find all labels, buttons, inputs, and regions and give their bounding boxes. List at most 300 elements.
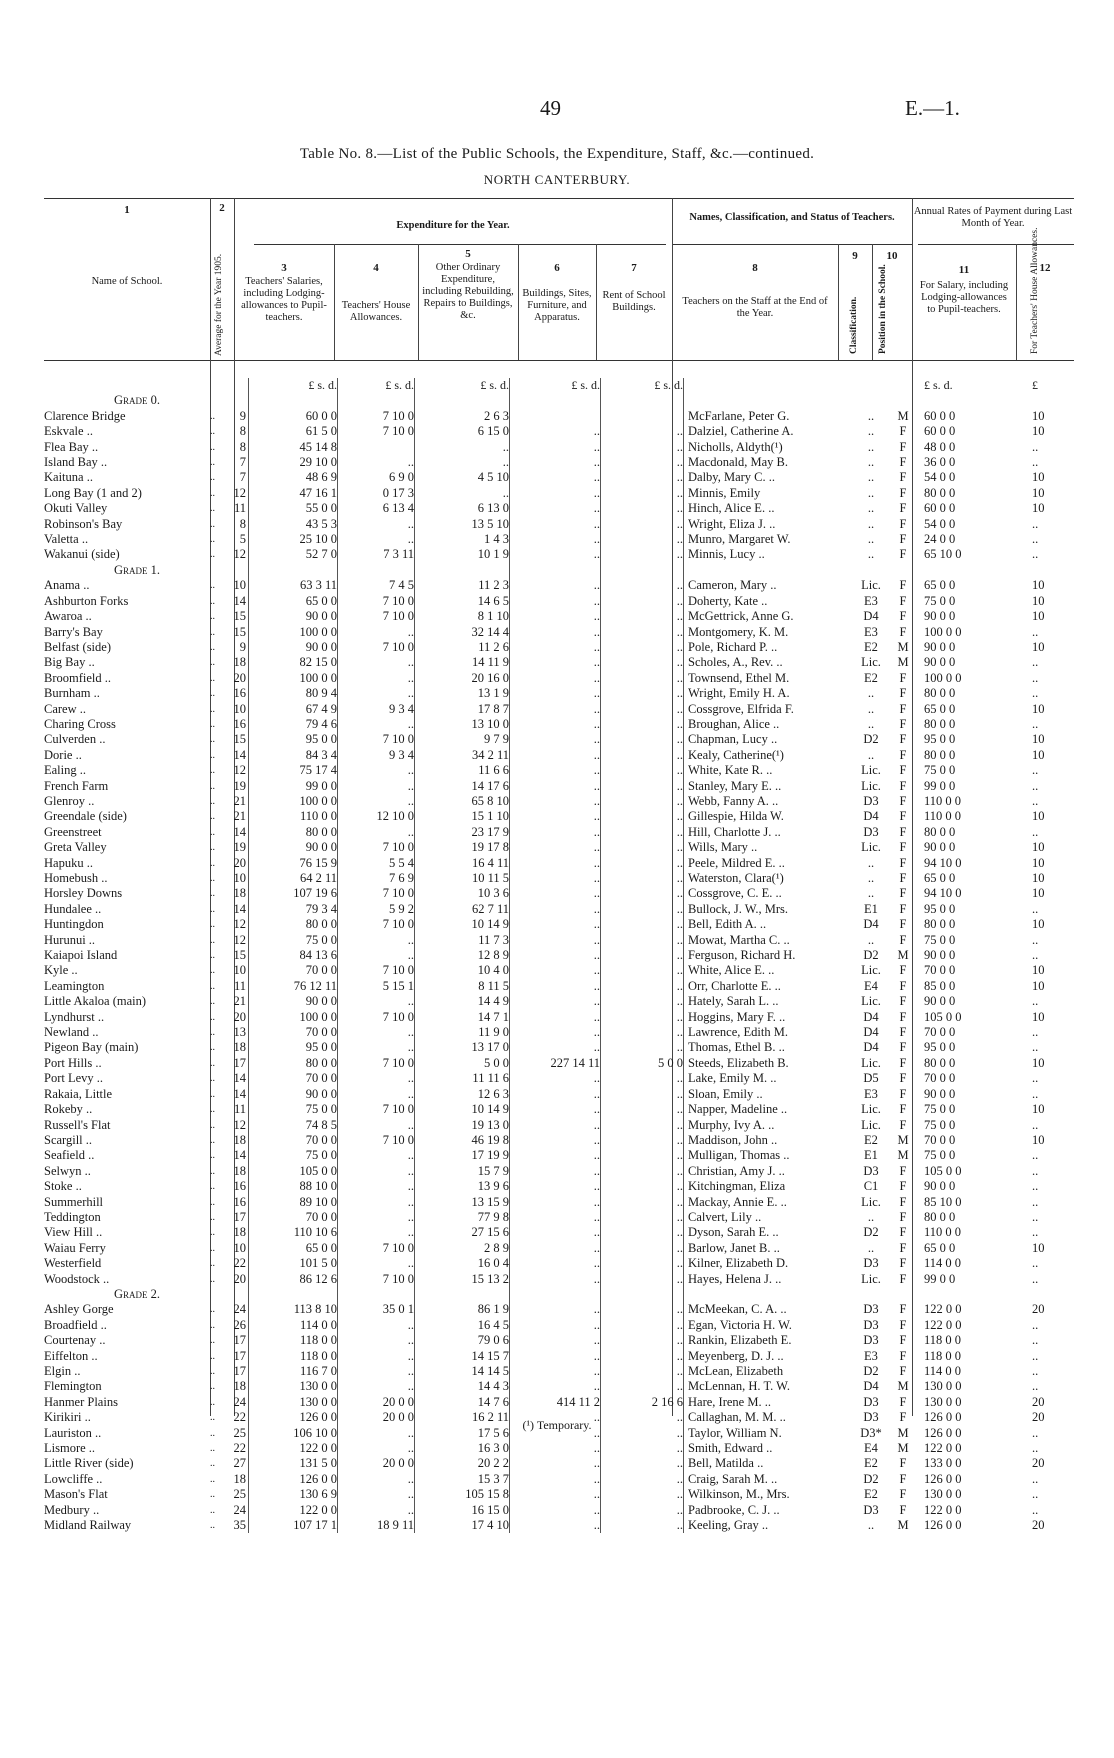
leader-dots: .. xyxy=(210,626,215,638)
buildings-sites: .. xyxy=(510,609,601,624)
table-row xyxy=(44,763,1090,778)
school-name: Leamington xyxy=(44,978,105,993)
classification: D2 xyxy=(863,1471,879,1486)
house-allowances: 20 0 0 xyxy=(338,1456,415,1471)
table-row xyxy=(44,794,1090,809)
teachers-salaries: 79 3 4 xyxy=(249,902,338,917)
leader-dots: .. xyxy=(210,1504,215,1516)
classification: D3 xyxy=(863,793,879,808)
rent: .. xyxy=(601,655,684,670)
buildings-sites: .. xyxy=(510,594,601,609)
average-attendance: 9 xyxy=(226,409,249,424)
school-name: Midland Railway xyxy=(44,1518,132,1533)
rent: .. xyxy=(601,1503,684,1518)
table-row xyxy=(44,1148,1090,1163)
salary-rate: 94 10 0 xyxy=(924,886,962,901)
rent: .. xyxy=(601,578,684,593)
salary-rate: 60 0 0 xyxy=(924,408,956,423)
house-allowances: 7 10 0 xyxy=(338,1102,415,1117)
teacher-name: Mackay, Annie E. .. xyxy=(688,1194,787,1209)
teachers-salaries: 45 14 8 xyxy=(249,440,338,455)
position: F xyxy=(899,855,907,870)
salary-rate: 80 0 0 xyxy=(924,485,956,500)
house-allowance-rate: 10 xyxy=(1032,732,1045,747)
other-expenditure: 20 2 2 xyxy=(415,1456,510,1471)
teacher-name: Gillespie, Hilda W. xyxy=(688,809,784,824)
teacher-name: Hare, Irene M. .. xyxy=(688,1394,771,1409)
average-attendance: 18 xyxy=(226,1225,249,1240)
table-row xyxy=(44,1040,1090,1055)
house-allowance-rate: .. xyxy=(1032,778,1039,793)
classification: C1 xyxy=(863,1179,879,1194)
table-row xyxy=(44,1133,1090,1148)
teacher-name: Bell, Edith A. .. xyxy=(688,917,767,932)
house-allowances: 7 4 5 xyxy=(338,578,415,593)
buildings-sites: .. xyxy=(510,671,601,686)
school-name: Carew .. xyxy=(44,701,86,716)
house-allowance-rate: .. xyxy=(1032,1148,1039,1163)
buildings-sites: .. xyxy=(510,1379,601,1394)
house-allowances: .. xyxy=(338,1441,415,1456)
house-allowance-rate: 10 xyxy=(1032,871,1045,885)
school-name: Belfast (side) xyxy=(44,639,111,654)
average-attendance: 21 xyxy=(226,809,249,824)
salary-rate: 126 0 0 xyxy=(924,1471,962,1486)
house-allowance-rate: 10 xyxy=(1032,747,1045,762)
other-expenditure: 10 11 5 xyxy=(415,871,510,886)
classification: .. xyxy=(867,1240,875,1255)
school-name: Kaiapoi Island xyxy=(44,948,118,963)
expenditure-rule xyxy=(254,244,666,245)
other-expenditure: 13 5 10 xyxy=(415,517,510,532)
house-allowance-rate: 10 xyxy=(1032,485,1045,500)
position: F xyxy=(899,1502,907,1517)
other-expenditure: 8 1 10 xyxy=(415,609,510,624)
average-attendance: 8 xyxy=(226,517,249,532)
house-allowances: 7 10 0 xyxy=(338,963,415,978)
rent: .. xyxy=(601,594,684,609)
other-expenditure: 14 7 1 xyxy=(415,1010,510,1025)
position: M xyxy=(897,1148,909,1163)
house-allowance-rate: .. xyxy=(1032,1348,1039,1363)
teacher-name: Wilkinson, M., Mrs. xyxy=(688,1487,790,1502)
house-allowances: 7 10 0 xyxy=(338,1010,415,1025)
salary-rate: 114 0 0 xyxy=(924,1364,962,1378)
leader-dots: .. xyxy=(210,873,215,884)
average-attendance: 14 xyxy=(226,1071,249,1086)
units-col4: £ s. d. xyxy=(338,378,415,393)
average-attendance: 15 xyxy=(226,625,249,640)
house-allowances: 9 3 4 xyxy=(338,702,415,717)
leader-dots: .. xyxy=(210,950,215,962)
rent: .. xyxy=(601,1118,684,1133)
house-allowances: .. xyxy=(338,686,415,701)
teacher-name: Dyson, Sarah E. .. xyxy=(688,1225,779,1240)
position: F xyxy=(899,809,907,824)
buildings-sites: .. xyxy=(510,640,601,655)
salary-rate: 65 0 0 xyxy=(924,1240,956,1255)
position: F xyxy=(899,1271,907,1286)
school-name: Greendale (side) xyxy=(44,809,127,824)
house-allowances: .. xyxy=(338,1179,415,1194)
teachers-salaries: 90 0 0 xyxy=(249,1087,338,1102)
average-attendance: 22 xyxy=(226,1441,249,1456)
buildings-sites: .. xyxy=(510,963,601,978)
other-expenditure: 5 0 0 xyxy=(415,1056,510,1071)
buildings-sites: .. xyxy=(510,1256,601,1271)
table-row xyxy=(44,1364,1090,1379)
salary-rate: 70 0 0 xyxy=(924,1132,956,1147)
teacher-name: Kitchingman, Eliza xyxy=(688,1179,786,1194)
buildings-sites: .. xyxy=(510,1241,601,1256)
teachers-salaries: 75 17 4 xyxy=(249,763,338,778)
leader-dots: .. xyxy=(210,1196,215,1208)
house-allowances xyxy=(338,440,415,455)
house-allowances: .. xyxy=(338,1164,415,1179)
other-expenditure: 10 1 9 xyxy=(415,547,510,562)
position: F xyxy=(899,1317,907,1332)
house-allowances: 7 10 0 xyxy=(338,424,415,439)
expenditure-header: Expenditure for the Year. xyxy=(396,220,510,231)
position: F xyxy=(899,978,907,993)
teachers-salaries: 130 0 0 xyxy=(249,1379,338,1394)
house-allowances: .. xyxy=(338,1087,415,1102)
table-row xyxy=(44,578,1090,593)
buildings-sites: .. xyxy=(510,1333,601,1348)
buildings-sites: .. xyxy=(510,532,601,547)
buildings-sites: .. xyxy=(510,1225,601,1240)
other-expenditure: 17 8 7 xyxy=(415,702,510,717)
leader-dots: .. xyxy=(210,1381,215,1393)
teacher-name: Taylor, William N. xyxy=(688,1425,782,1440)
leader-dots: .. xyxy=(210,1412,215,1424)
classification: D2 xyxy=(863,1225,879,1240)
position: F xyxy=(899,1194,907,1209)
house-allowance-rate: .. xyxy=(1032,948,1039,963)
rent: .. xyxy=(601,1318,684,1333)
classification: Lic. xyxy=(861,763,881,778)
salary-rate: 48 0 0 xyxy=(924,439,956,454)
leader-dots: .. xyxy=(210,1489,215,1501)
classification: Lic. xyxy=(861,1102,881,1117)
other-expenditure: 13 10 0 xyxy=(415,717,510,732)
salary-rate: 90 0 0 xyxy=(924,655,956,670)
position: F xyxy=(899,1009,907,1024)
classification: Lic. xyxy=(861,963,881,978)
average-attendance: 12 xyxy=(226,547,249,562)
classification: Lic. xyxy=(861,994,881,1009)
classification: .. xyxy=(867,871,875,885)
teacher-name: White, Kate R. .. xyxy=(688,763,773,778)
house-allowances: 7 3 11 xyxy=(338,547,415,562)
leader-dots: .. xyxy=(210,472,215,484)
table-row xyxy=(44,1010,1090,1025)
salary-rate: 122 0 0 xyxy=(924,1502,962,1517)
classification: .. xyxy=(867,855,875,870)
school-name: Selwyn .. xyxy=(44,1163,91,1178)
salary-rate: 122 0 0 xyxy=(924,1317,962,1332)
rent: 5 0 0 xyxy=(601,1056,684,1071)
salary-rate: 70 0 0 xyxy=(924,1071,956,1086)
average-attendance: 17 xyxy=(226,1364,249,1379)
rent: .. xyxy=(601,979,684,994)
position: M xyxy=(897,948,909,963)
leader-dots: .. xyxy=(210,688,215,700)
col12-header: For Teachers' House Allowances. xyxy=(1030,227,1040,354)
table-row xyxy=(44,1487,1090,1502)
house-allowance-rate: .. xyxy=(1032,1333,1039,1348)
average-attendance: 20 xyxy=(226,1010,249,1025)
rates-rule xyxy=(918,244,1074,245)
teachers-salaries: 95 0 0 xyxy=(249,732,338,747)
teacher-name: Egan, Victoria H. W. xyxy=(688,1317,792,1332)
average-attendance: 12 xyxy=(226,1118,249,1133)
teacher-name: McLean, Elizabeth xyxy=(688,1364,784,1378)
teacher-name: Calvert, Lily .. xyxy=(688,1209,762,1224)
teachers-salaries: 84 3 4 xyxy=(249,748,338,763)
leader-dots: .. xyxy=(210,1335,215,1347)
table-row xyxy=(44,686,1090,701)
teacher-name: Chapman, Lucy .. xyxy=(688,732,778,747)
grade-heading: Grade 1. xyxy=(113,562,161,577)
house-allowance-rate: .. xyxy=(1032,994,1039,1009)
salary-rate: 114 0 0 xyxy=(924,1256,962,1271)
school-name: Kaituna .. xyxy=(44,470,93,485)
leader-dots: .. xyxy=(210,734,215,746)
rent: .. xyxy=(601,1087,684,1102)
table-row xyxy=(44,1225,1090,1240)
buildings-sites: .. xyxy=(510,655,601,670)
classification: E3 xyxy=(864,1348,878,1363)
school-name: Courtenay .. xyxy=(44,1333,106,1348)
position: F xyxy=(899,1209,907,1224)
teacher-name: Callaghan, M. M. .. xyxy=(688,1410,786,1425)
classification: D5 xyxy=(863,1071,879,1086)
table-row xyxy=(44,440,1090,455)
col9-header: Classification. xyxy=(849,296,859,354)
classification: E4 xyxy=(864,1441,878,1456)
house-allowance-rate: 10 xyxy=(1032,609,1045,624)
other-expenditure: 9 7 9 xyxy=(415,732,510,747)
other-expenditure: 16 2 11 xyxy=(415,1410,510,1425)
school-name: Hapuku .. xyxy=(44,855,93,870)
buildings-sites: .. xyxy=(510,1148,601,1163)
salary-rate: 90 0 0 xyxy=(924,948,956,963)
salary-rate: 85 10 0 xyxy=(924,1194,962,1209)
house-allowance-rate: 10 xyxy=(1032,578,1045,593)
classification: .. xyxy=(867,532,875,547)
house-allowances: .. xyxy=(338,933,415,948)
average-attendance: 18 xyxy=(226,1133,249,1148)
leader-dots: .. xyxy=(210,410,215,422)
rent: .. xyxy=(601,917,684,932)
classification: D4 xyxy=(863,809,879,824)
position: F xyxy=(899,532,907,547)
leader-dots: .. xyxy=(210,549,215,561)
classification: D3 xyxy=(863,1410,879,1425)
col9-number: 9 xyxy=(852,250,858,262)
rent: .. xyxy=(601,933,684,948)
house-allowances: .. xyxy=(338,1379,415,1394)
average-attendance: 10 xyxy=(226,871,249,886)
col4-number: 4 xyxy=(373,262,379,274)
other-expenditure: 27 15 6 xyxy=(415,1225,510,1240)
buildings-sites: .. xyxy=(510,1410,601,1425)
position: F xyxy=(899,455,907,470)
salary-rate: 122 0 0 xyxy=(924,1302,962,1317)
teacher-name: Waterston, Clara(¹) xyxy=(688,871,784,885)
salary-rate: 70 0 0 xyxy=(924,1025,956,1040)
teachers-salaries: 43 5 3 xyxy=(249,517,338,532)
house-allowances: 7 10 0 xyxy=(338,917,415,932)
house-allowance-rate: .. xyxy=(1032,793,1039,808)
average-attendance: 25 xyxy=(226,1426,249,1441)
salary-rate: 130 0 0 xyxy=(924,1394,962,1409)
teacher-name: Hayes, Helena J. .. xyxy=(688,1271,782,1286)
teachers-salaries: 88 10 0 xyxy=(249,1179,338,1194)
average-attendance: 5 xyxy=(226,532,249,547)
position: F xyxy=(899,470,907,485)
house-allowances: .. xyxy=(338,1118,415,1133)
buildings-sites: .. xyxy=(510,1302,601,1317)
leader-dots: .. xyxy=(210,534,215,546)
average-attendance: 14 xyxy=(226,1087,249,1102)
position: F xyxy=(899,670,907,685)
house-allowances: .. xyxy=(338,1318,415,1333)
classification: D4 xyxy=(863,609,879,624)
position: F xyxy=(899,1333,907,1348)
school-name: Hanmer Plains xyxy=(44,1394,118,1409)
rent: .. xyxy=(601,1364,684,1379)
average-attendance: 10 xyxy=(226,702,249,717)
salary-rate: 130 0 0 xyxy=(924,1379,962,1394)
classification: Lic. xyxy=(861,578,881,593)
other-expenditure: 13 9 6 xyxy=(415,1179,510,1194)
other-expenditure: 17 19 9 xyxy=(415,1148,510,1163)
average-attendance: 14 xyxy=(226,748,249,763)
salary-rate: 133 0 0 xyxy=(924,1456,962,1471)
leader-dots: .. xyxy=(210,487,215,499)
classification: E3 xyxy=(864,593,878,608)
school-name: Little River (side) xyxy=(44,1456,134,1471)
teachers-salaries: 90 0 0 xyxy=(249,640,338,655)
teachers-salaries: 110 0 0 xyxy=(249,809,338,824)
col5-number: 5 xyxy=(465,248,471,260)
salary-rate: 80 0 0 xyxy=(924,1209,956,1224)
house-allowances: 18 9 11 xyxy=(338,1518,415,1533)
buildings-sites: .. xyxy=(510,1118,601,1133)
salary-rate: 80 0 0 xyxy=(924,747,956,762)
position: M xyxy=(897,1132,909,1147)
average-attendance: 15 xyxy=(226,609,249,624)
position: F xyxy=(899,763,907,778)
school-name: Lowcliffe .. xyxy=(44,1471,103,1486)
house-allowances: .. xyxy=(338,825,415,840)
house-allowance-rate: .. xyxy=(1032,1487,1039,1502)
col8-header: Teachers on the Staff at the End of the Year. xyxy=(682,296,828,319)
leader-dots: .. xyxy=(210,826,215,838)
rent: .. xyxy=(601,1148,684,1163)
col5-header: Other Ordinary Expenditure, including Rebuilding, Repairs to Buildings, &c. xyxy=(422,262,514,321)
average-attendance: 14 xyxy=(226,594,249,609)
average-attendance: 25 xyxy=(226,1487,249,1502)
teachers-salaries: 70 0 0 xyxy=(249,963,338,978)
average-attendance: 10 xyxy=(226,578,249,593)
classification: E2 xyxy=(864,1487,878,1502)
position: F xyxy=(899,1102,907,1117)
school-name: Horsley Downs xyxy=(44,886,123,901)
house-allowance-rate: .. xyxy=(1032,670,1039,685)
position: F xyxy=(899,1364,907,1378)
table-row xyxy=(44,994,1090,1009)
buildings-sites: .. xyxy=(510,794,601,809)
salary-rate: 126 0 0 xyxy=(924,1425,962,1440)
school-name: Broomfield .. xyxy=(44,670,112,685)
table-row xyxy=(44,547,1090,562)
average-attendance: 19 xyxy=(226,840,249,855)
salary-rate: 90 0 0 xyxy=(924,1179,956,1194)
average-attendance: 18 xyxy=(226,1379,249,1394)
average-attendance: 24 xyxy=(226,1395,249,1410)
average-attendance: 8 xyxy=(226,424,249,439)
average-attendance: 27 xyxy=(226,1456,249,1471)
teacher-name: Padbrooke, C. J. .. xyxy=(688,1502,780,1517)
teacher-name: Lawrence, Edith M. xyxy=(688,1025,788,1040)
house-allowance-rate: .. xyxy=(1032,1040,1039,1055)
salary-rate: 65 0 0 xyxy=(924,578,956,593)
buildings-sites: .. xyxy=(510,1210,601,1225)
classification: D3 xyxy=(863,1394,879,1409)
average-attendance: 9 xyxy=(226,640,249,655)
house-allowance-rate: 10 xyxy=(1032,978,1045,993)
teachers-salaries: 67 4 9 xyxy=(249,702,338,717)
house-allowance-rate: .. xyxy=(1032,1271,1039,1286)
salary-rate: 118 0 0 xyxy=(924,1348,962,1363)
buildings-sites: .. xyxy=(510,825,601,840)
teachers-salaries: 82 15 0 xyxy=(249,655,338,670)
teachers-salaries: 126 0 0 xyxy=(249,1410,338,1425)
house-allowances: 9 3 4 xyxy=(338,748,415,763)
teachers-salaries: 106 10 0 xyxy=(249,1426,338,1441)
rent: .. xyxy=(601,1426,684,1441)
position: F xyxy=(899,747,907,762)
house-allowance-rate: .. xyxy=(1032,763,1039,778)
buildings-sites: .. xyxy=(510,871,601,886)
classification: D3 xyxy=(863,1502,879,1517)
classification: D4 xyxy=(863,1025,879,1040)
other-expenditure: 15 7 9 xyxy=(415,1164,510,1179)
leader-dots: .. xyxy=(210,1134,215,1146)
teachers-salaries: 75 0 0 xyxy=(249,933,338,948)
classification: D3 xyxy=(863,1333,879,1348)
house-allowances: .. xyxy=(338,1225,415,1240)
house-allowance-rate: .. xyxy=(1032,716,1039,731)
average-attendance: 11 xyxy=(226,501,249,516)
rent: .. xyxy=(601,1441,684,1456)
position: F xyxy=(899,624,907,639)
rent: .. xyxy=(601,440,684,455)
house-allowances: .. xyxy=(338,532,415,547)
other-expenditure: 11 7 3 xyxy=(415,933,510,948)
other-expenditure: 12 6 3 xyxy=(415,1087,510,1102)
col-divider xyxy=(418,244,419,360)
teachers-salaries: 90 0 0 xyxy=(249,840,338,855)
house-allowances: .. xyxy=(338,655,415,670)
school-name: Flea Bay .. xyxy=(44,439,99,454)
table-row xyxy=(44,517,1090,532)
school-name: View Hill .. xyxy=(44,1225,103,1240)
salary-rate: 60 0 0 xyxy=(924,424,956,439)
